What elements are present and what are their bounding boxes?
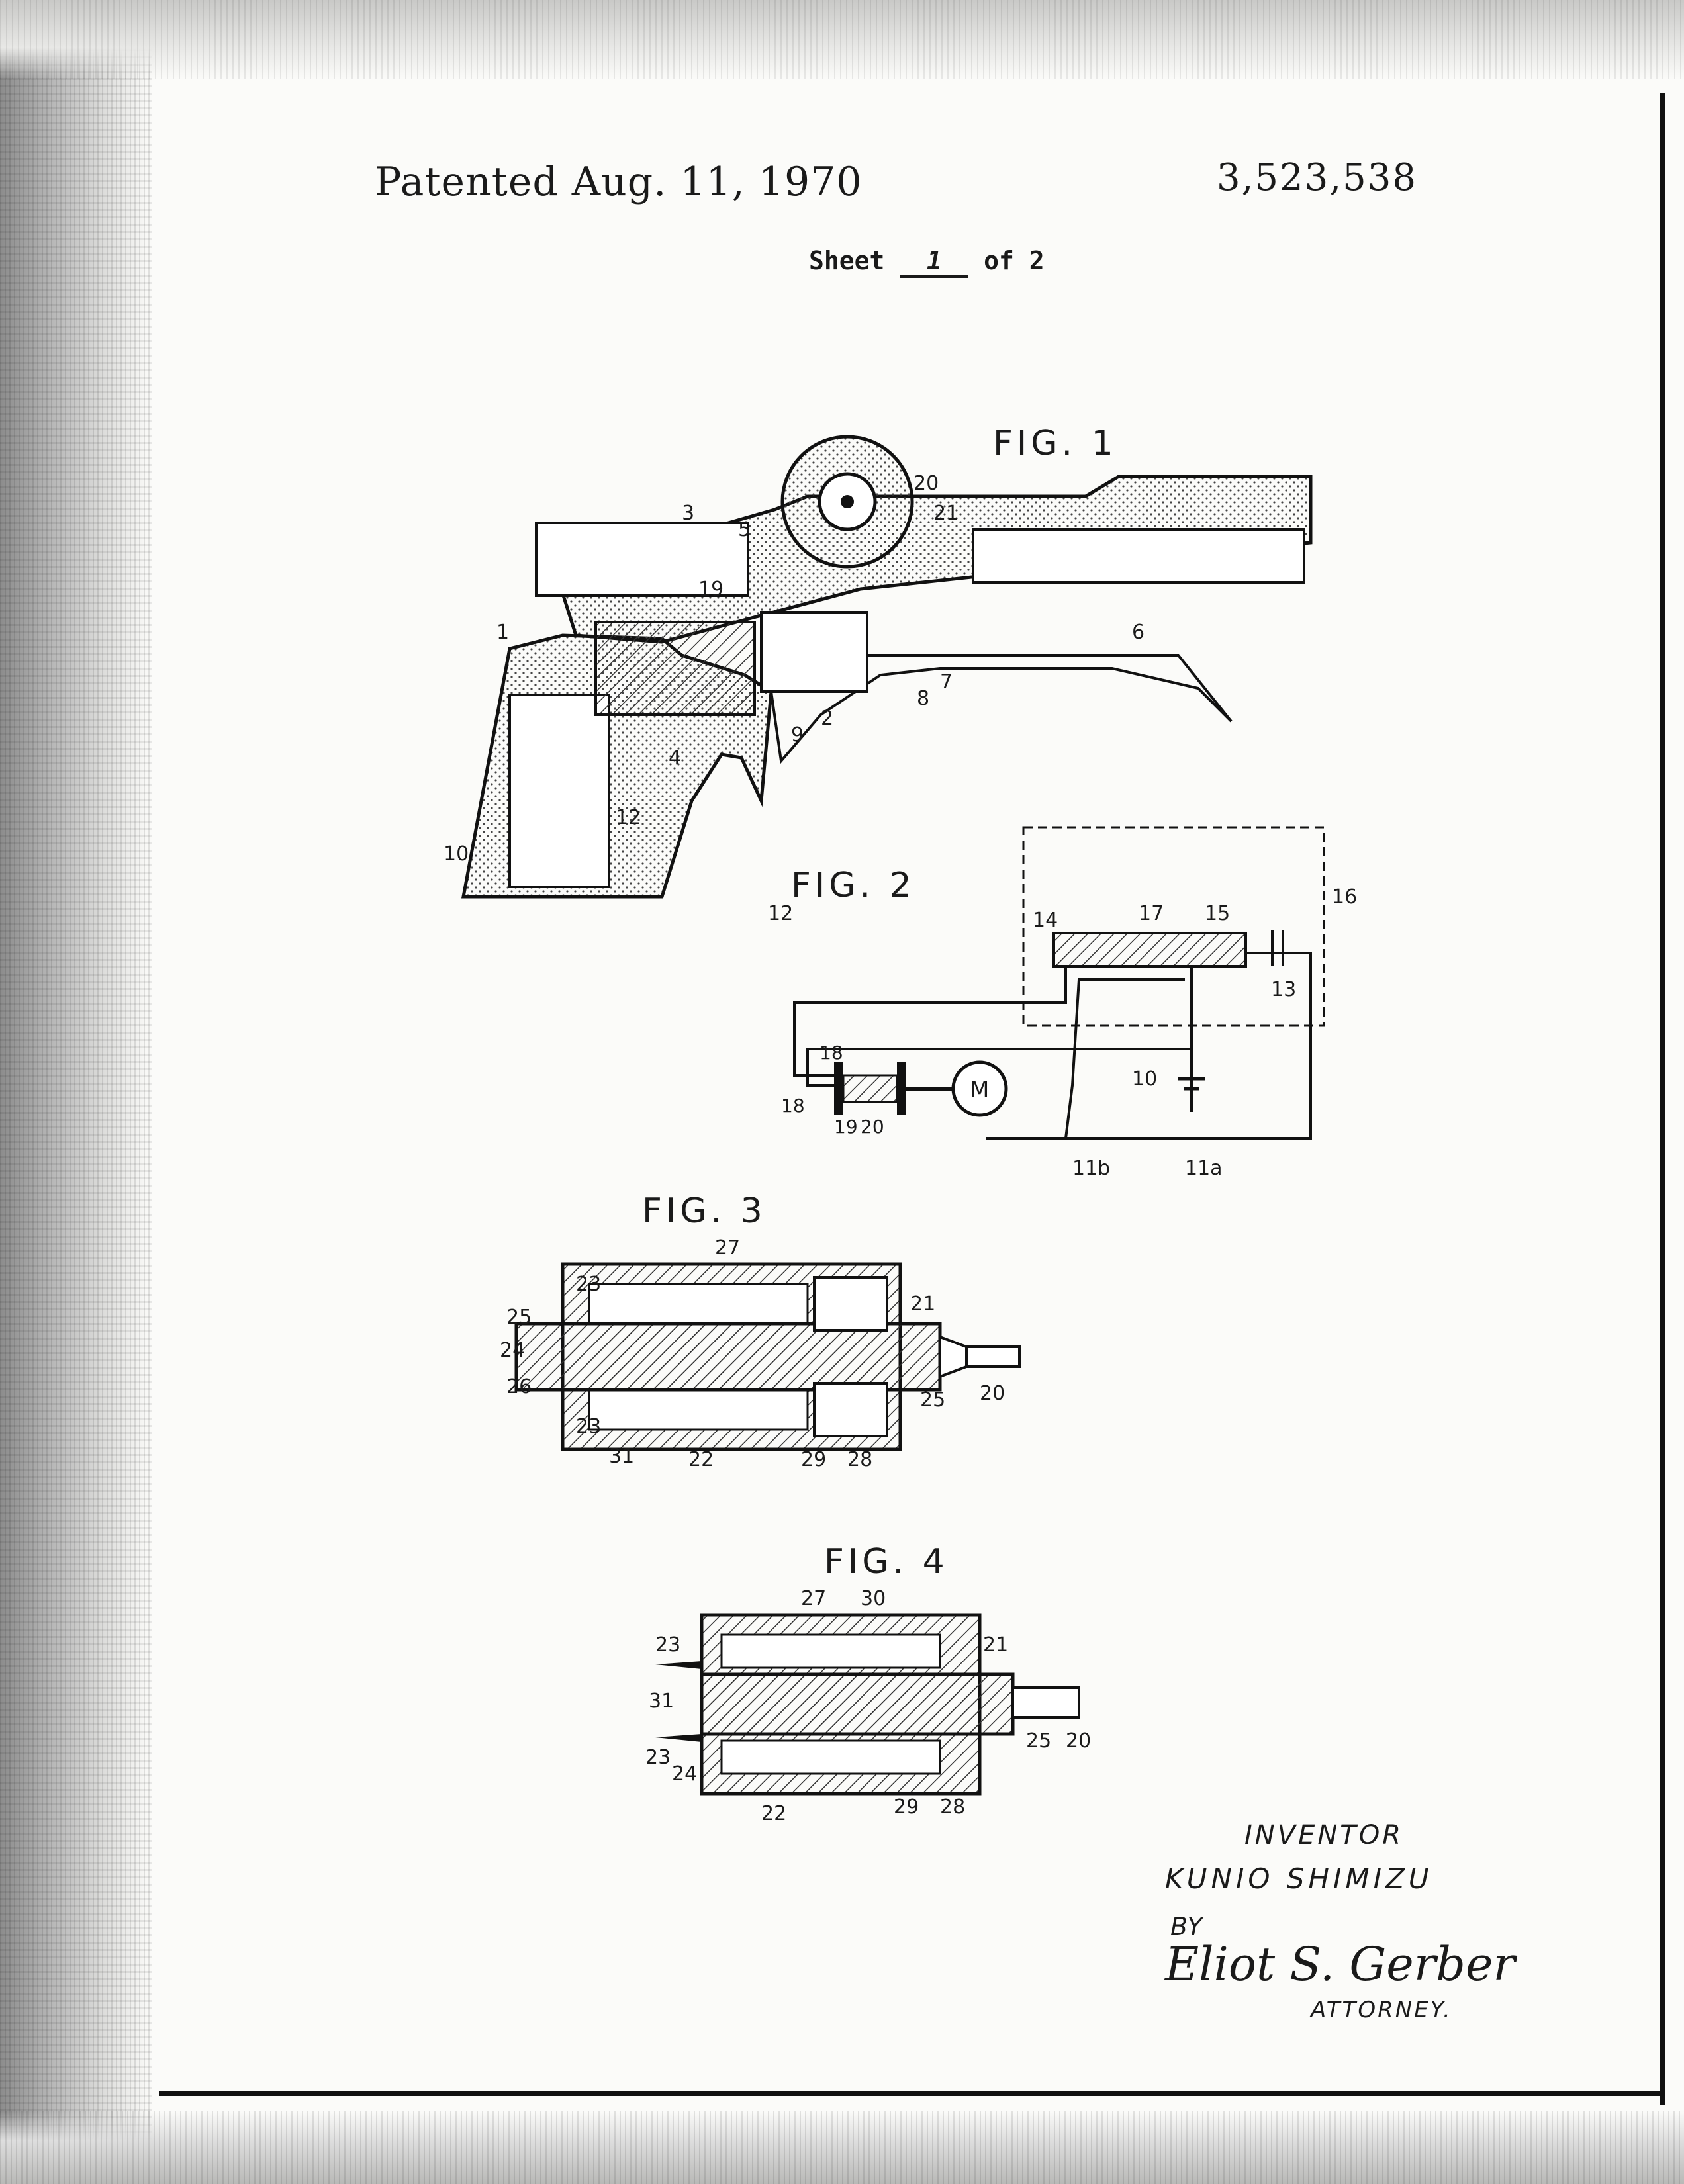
fig1-motor	[596, 622, 755, 715]
fig1-callout-3: 3	[682, 502, 695, 525]
fig1-callout-10: 12	[616, 806, 641, 829]
attorney-signature: Eliot S. Gerber	[1165, 1937, 1515, 1991]
fig2-callout-16: 16	[1332, 886, 1358, 909]
fig4-needle-upper	[655, 1661, 702, 1669]
fig3-callout-23-bottom: 23	[576, 1415, 602, 1438]
fig4-callout-23-top: 23	[655, 1633, 681, 1657]
fig2-title: FIG. 2	[791, 866, 915, 905]
fig2-callout-20: 20	[861, 1116, 884, 1138]
fig1-callout-2: 2	[821, 707, 834, 730]
sheet-suffix: of 2	[984, 246, 1045, 275]
fig3-callout-20: 20	[980, 1382, 1006, 1405]
fig2-circuit	[755, 821, 1390, 1185]
patent-number: 3,523,538	[1217, 156, 1418, 199]
fig4-coil-upper	[722, 1635, 940, 1668]
fig3-title: FIG. 3	[642, 1191, 767, 1231]
fig2-callout-11b: 11b	[1072, 1157, 1111, 1180]
fig1-callout-21: 21	[933, 502, 959, 525]
fig4-callout-21: 21	[983, 1633, 1009, 1657]
fig4-drawing	[642, 1588, 1119, 1840]
fig4-plunger	[702, 1674, 1013, 1734]
fig2-reel-flange-b	[897, 1062, 906, 1115]
scan-edge-top	[0, 0, 1684, 79]
fig3-drawing	[500, 1236, 1046, 1489]
fig2-callout-15: 15	[1205, 902, 1231, 925]
fig3-chamber-upper	[814, 1277, 887, 1330]
fig1-callout-12: 5	[738, 518, 751, 541]
fig2-callout-19: 19	[834, 1116, 858, 1138]
sheet-indicator	[809, 246, 1045, 278]
fig3-callout-28: 28	[847, 1448, 873, 1471]
fig4-callout-23-bottom: 23	[645, 1746, 671, 1769]
fig4-shaft-20	[1013, 1688, 1079, 1717]
fig4-callout-22: 22	[761, 1802, 787, 1825]
fig4-callout-27: 27	[801, 1587, 827, 1610]
fig4-title: FIG. 4	[824, 1542, 949, 1582]
scan-edge-bottom	[0, 2111, 1684, 2184]
fig2-callout-10: 10	[1132, 1068, 1158, 1091]
inventor-heading: INVENTOR	[1244, 1820, 1403, 1850]
fig1-chamber	[761, 612, 867, 692]
by-label: BY	[1170, 1912, 1203, 1941]
fig3-chamber-lower	[814, 1383, 887, 1436]
fig2-callout-12: 12	[768, 902, 794, 925]
fig4-callout-20: 20	[1066, 1729, 1092, 1752]
scan-edge-left	[0, 0, 152, 2184]
fig3-callout-21: 21	[910, 1293, 936, 1316]
fig4-callout-31: 31	[649, 1690, 675, 1713]
fig2-callout-18-bottom: 18	[781, 1095, 805, 1116]
fig1-callout-9: 10	[444, 842, 469, 866]
attorney-label: ATTORNEY.	[1311, 1997, 1452, 2023]
fig2-callout-11a: 11a	[1185, 1157, 1223, 1180]
fig2-coil	[1054, 933, 1246, 966]
fig3-shaft-20	[966, 1347, 1019, 1367]
patent-date: Patented Aug. 11, 1970	[375, 159, 863, 205]
fig3-callout-22: 22	[688, 1448, 714, 1471]
fig2-reel-flange-a	[834, 1062, 843, 1115]
fig2-reel-core	[843, 1075, 897, 1102]
fig2-callout-17: 17	[1139, 902, 1164, 925]
fig1-callout-5: 6	[1132, 621, 1145, 644]
fig3-callout-25-left: 25	[506, 1306, 532, 1329]
fig1-title: FIG. 1	[993, 424, 1117, 463]
fig1-callout-8: 9	[791, 723, 804, 747]
fig4-callout-30: 30	[861, 1587, 886, 1610]
fig4-needle-lower	[655, 1734, 702, 1742]
fig1-barrel	[973, 529, 1304, 582]
sheet-prefix: Sheet	[809, 246, 885, 275]
fig1-callout-7: 8	[917, 687, 930, 710]
fig4-callout-25: 25	[1026, 1729, 1052, 1752]
fig4-callout-24: 24	[672, 1762, 698, 1786]
page-border-bottom	[159, 2091, 1665, 2096]
fig2-motor-label: M	[970, 1077, 990, 1103]
fig4-coil-lower	[722, 1741, 940, 1774]
fig3-plunger	[516, 1324, 940, 1390]
fig2-callout-13: 13	[1271, 978, 1297, 1001]
fig3-coil-lower	[589, 1390, 808, 1430]
fig1-callout-4: 4	[669, 747, 682, 770]
fig3-callout-26: 26	[506, 1375, 532, 1398]
fig1-callout-6: 7	[940, 670, 953, 694]
sheet-number: 1	[900, 246, 968, 278]
fig3-callout-23-top: 23	[576, 1273, 602, 1296]
fig1-battery	[510, 695, 609, 887]
page-border-right	[1660, 93, 1665, 2105]
fig2-callout-18-top: 18	[819, 1042, 843, 1064]
fig2-callout-14: 14	[1033, 909, 1058, 932]
fig3-tip	[940, 1337, 966, 1377]
fig3-callout-27: 27	[715, 1236, 741, 1259]
fig3-callout-24: 24	[500, 1339, 526, 1362]
inventor-block	[1165, 1820, 1536, 2023]
fig3-callout-25-right: 25	[920, 1388, 946, 1412]
fig3-coil-upper	[589, 1284, 808, 1324]
fig1-callout-20: 20	[913, 472, 939, 495]
fig4-callout-28: 28	[940, 1796, 966, 1819]
fig3-callout-29: 29	[801, 1448, 827, 1471]
fig1-reel-hub	[841, 495, 854, 508]
fig1-callout-1: 1	[496, 621, 510, 644]
inventor-name: KUNIO SHIMIZU	[1165, 1862, 1433, 1895]
fig3-callout-31: 31	[609, 1445, 635, 1468]
fig1-callout-19: 19	[698, 578, 724, 601]
fig4-callout-29: 29	[894, 1796, 919, 1819]
